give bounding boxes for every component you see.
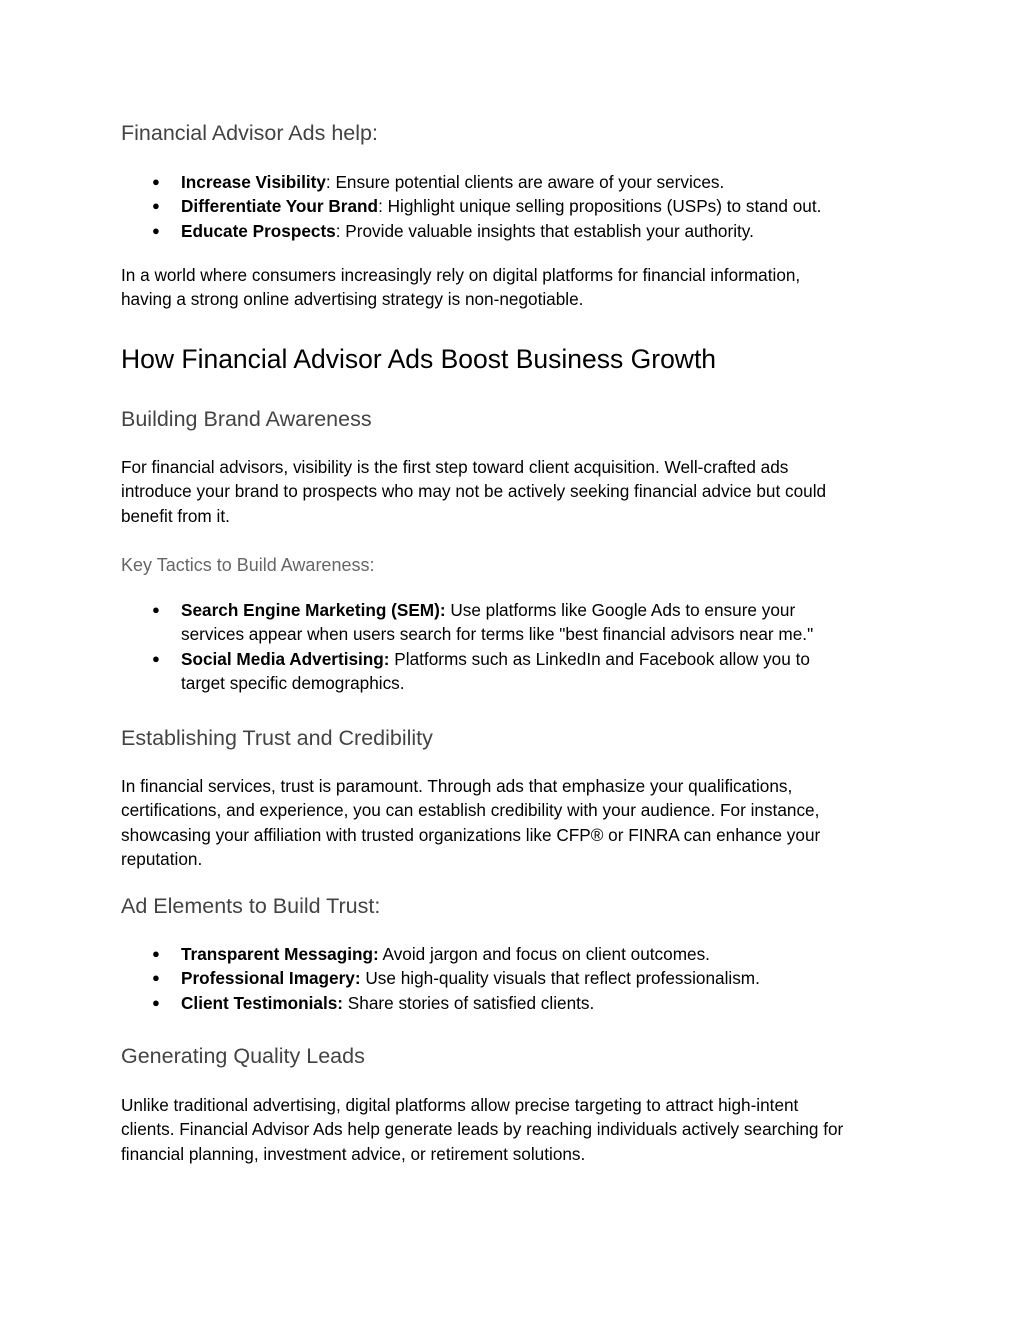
bullet-separator: : [325,172,331,192]
paragraph-line: clients. Financial Advisor Ads help generate leads by reaching individuals actively searching for [121,1119,844,1140]
elements-bullet-list [121,942,911,1015]
bullet-text: Ensure potential clients are aware of your services. [330,172,725,192]
bullet-separator: : [335,220,341,241]
bullet-icon: ● [152,946,160,961]
ad-elements-heading: Ad Elements to Build Trust: [121,894,381,918]
bullet-icon: ● [152,970,160,986]
bullet-term: Educate Prospects [181,220,336,241]
list-item [121,170,911,194]
bullet-text-continued: services appear when users search for terms like "best financial advisors near me." [181,624,814,645]
bullet-text: Highlight unique selling propositions (USPs) to stand out. [382,196,822,217]
bullet-text: Share stories of satisfied clients. [343,992,595,1013]
bullet-icon: ● [152,198,160,214]
trust-heading: Establishing Trust and Credibility [121,726,433,750]
paragraph-line: certifications, and experience, you can establish credibility with your audience. For instance, [121,800,820,821]
bullet-icon: ● [152,602,160,617]
paragraph-line: having a strong online advertising strategy is non-negotiable. [121,289,584,310]
list-item [121,194,911,218]
paragraph-line: benefit from it. [121,505,230,526]
bullet-term: Search Engine Marketing (SEM): [181,600,446,620]
brand-awareness-paragraph [121,455,911,528]
bullet-term: Differentiate Your Brand [181,196,379,217]
bullet-icon: ● [152,174,160,189]
trust-paragraph [121,774,911,871]
bullet-icon: ● [152,994,160,1010]
key-tactics-heading: Key Tactics to Build Awareness: [121,555,375,575]
intro-heading: Financial Advisor Ads help: [121,121,378,145]
bullet-term: Professional Imagery: [181,968,361,989]
bullet-text: Avoid jargon and focus on client outcomes. [378,944,710,964]
paragraph-line: showcasing your affiliation with trusted organizations like CFP® or FINRA can enhance your [121,824,821,845]
bullet-icon: ● [152,222,160,238]
bullet-term: Client Testimonials: [181,992,344,1013]
paragraph-line: introduce your brand to prospects who may not be actively seeking financial advice but could [121,481,827,502]
paragraph-line: In financial services, trust is paramount. Through ads that emphasize your qualifications, [121,776,793,796]
bullet-term: Increase Visibility [181,172,326,192]
tactics-bullet-list [121,598,911,695]
bullet-term: Transparent Messaging: [181,944,379,964]
brand-awareness-heading: Building Brand Awareness [121,407,372,431]
list-item [121,966,911,990]
list-item [121,942,911,966]
paragraph-line: reputation. [121,848,203,869]
paragraph-line: In a world where consumers increasingly rely on digital platforms for financial information, [121,265,801,285]
list-item [121,647,911,696]
intro-bullet-list [121,170,911,243]
bullet-icon: ● [152,650,160,666]
list-item [121,219,911,243]
list-item [121,598,911,647]
leads-heading: Generating Quality Leads [121,1044,365,1068]
bullet-separator: : [378,196,383,217]
bullet-text: Use high-quality visuals that reflect professionalism. [360,968,760,989]
bullet-term: Social Media Advertising: [181,648,390,669]
leads-paragraph [121,1093,911,1166]
list-item [121,991,911,1015]
bullet-text-continued: target specific demographics. [181,672,405,693]
main-heading: How Financial Advisor Ads Boost Business Growth [121,344,717,374]
paragraph-line: financial planning, investment advice, or retirement solutions. [121,1143,586,1164]
paragraph-line: Unlike traditional advertising, digital platforms allow precise targeting to attract high-intent [121,1095,799,1115]
intro-paragraph [121,263,911,312]
bullet-text: Provide valuable insights that establish your authority. [340,220,754,241]
bullet-text: Platforms such as LinkedIn and Facebook allow you to [389,648,810,669]
bullet-text: Use platforms like Google Ads to ensure your [445,600,796,620]
paragraph-line: For financial advisors, visibility is the first step toward client acquisition. Well-crafted ads [121,457,789,477]
